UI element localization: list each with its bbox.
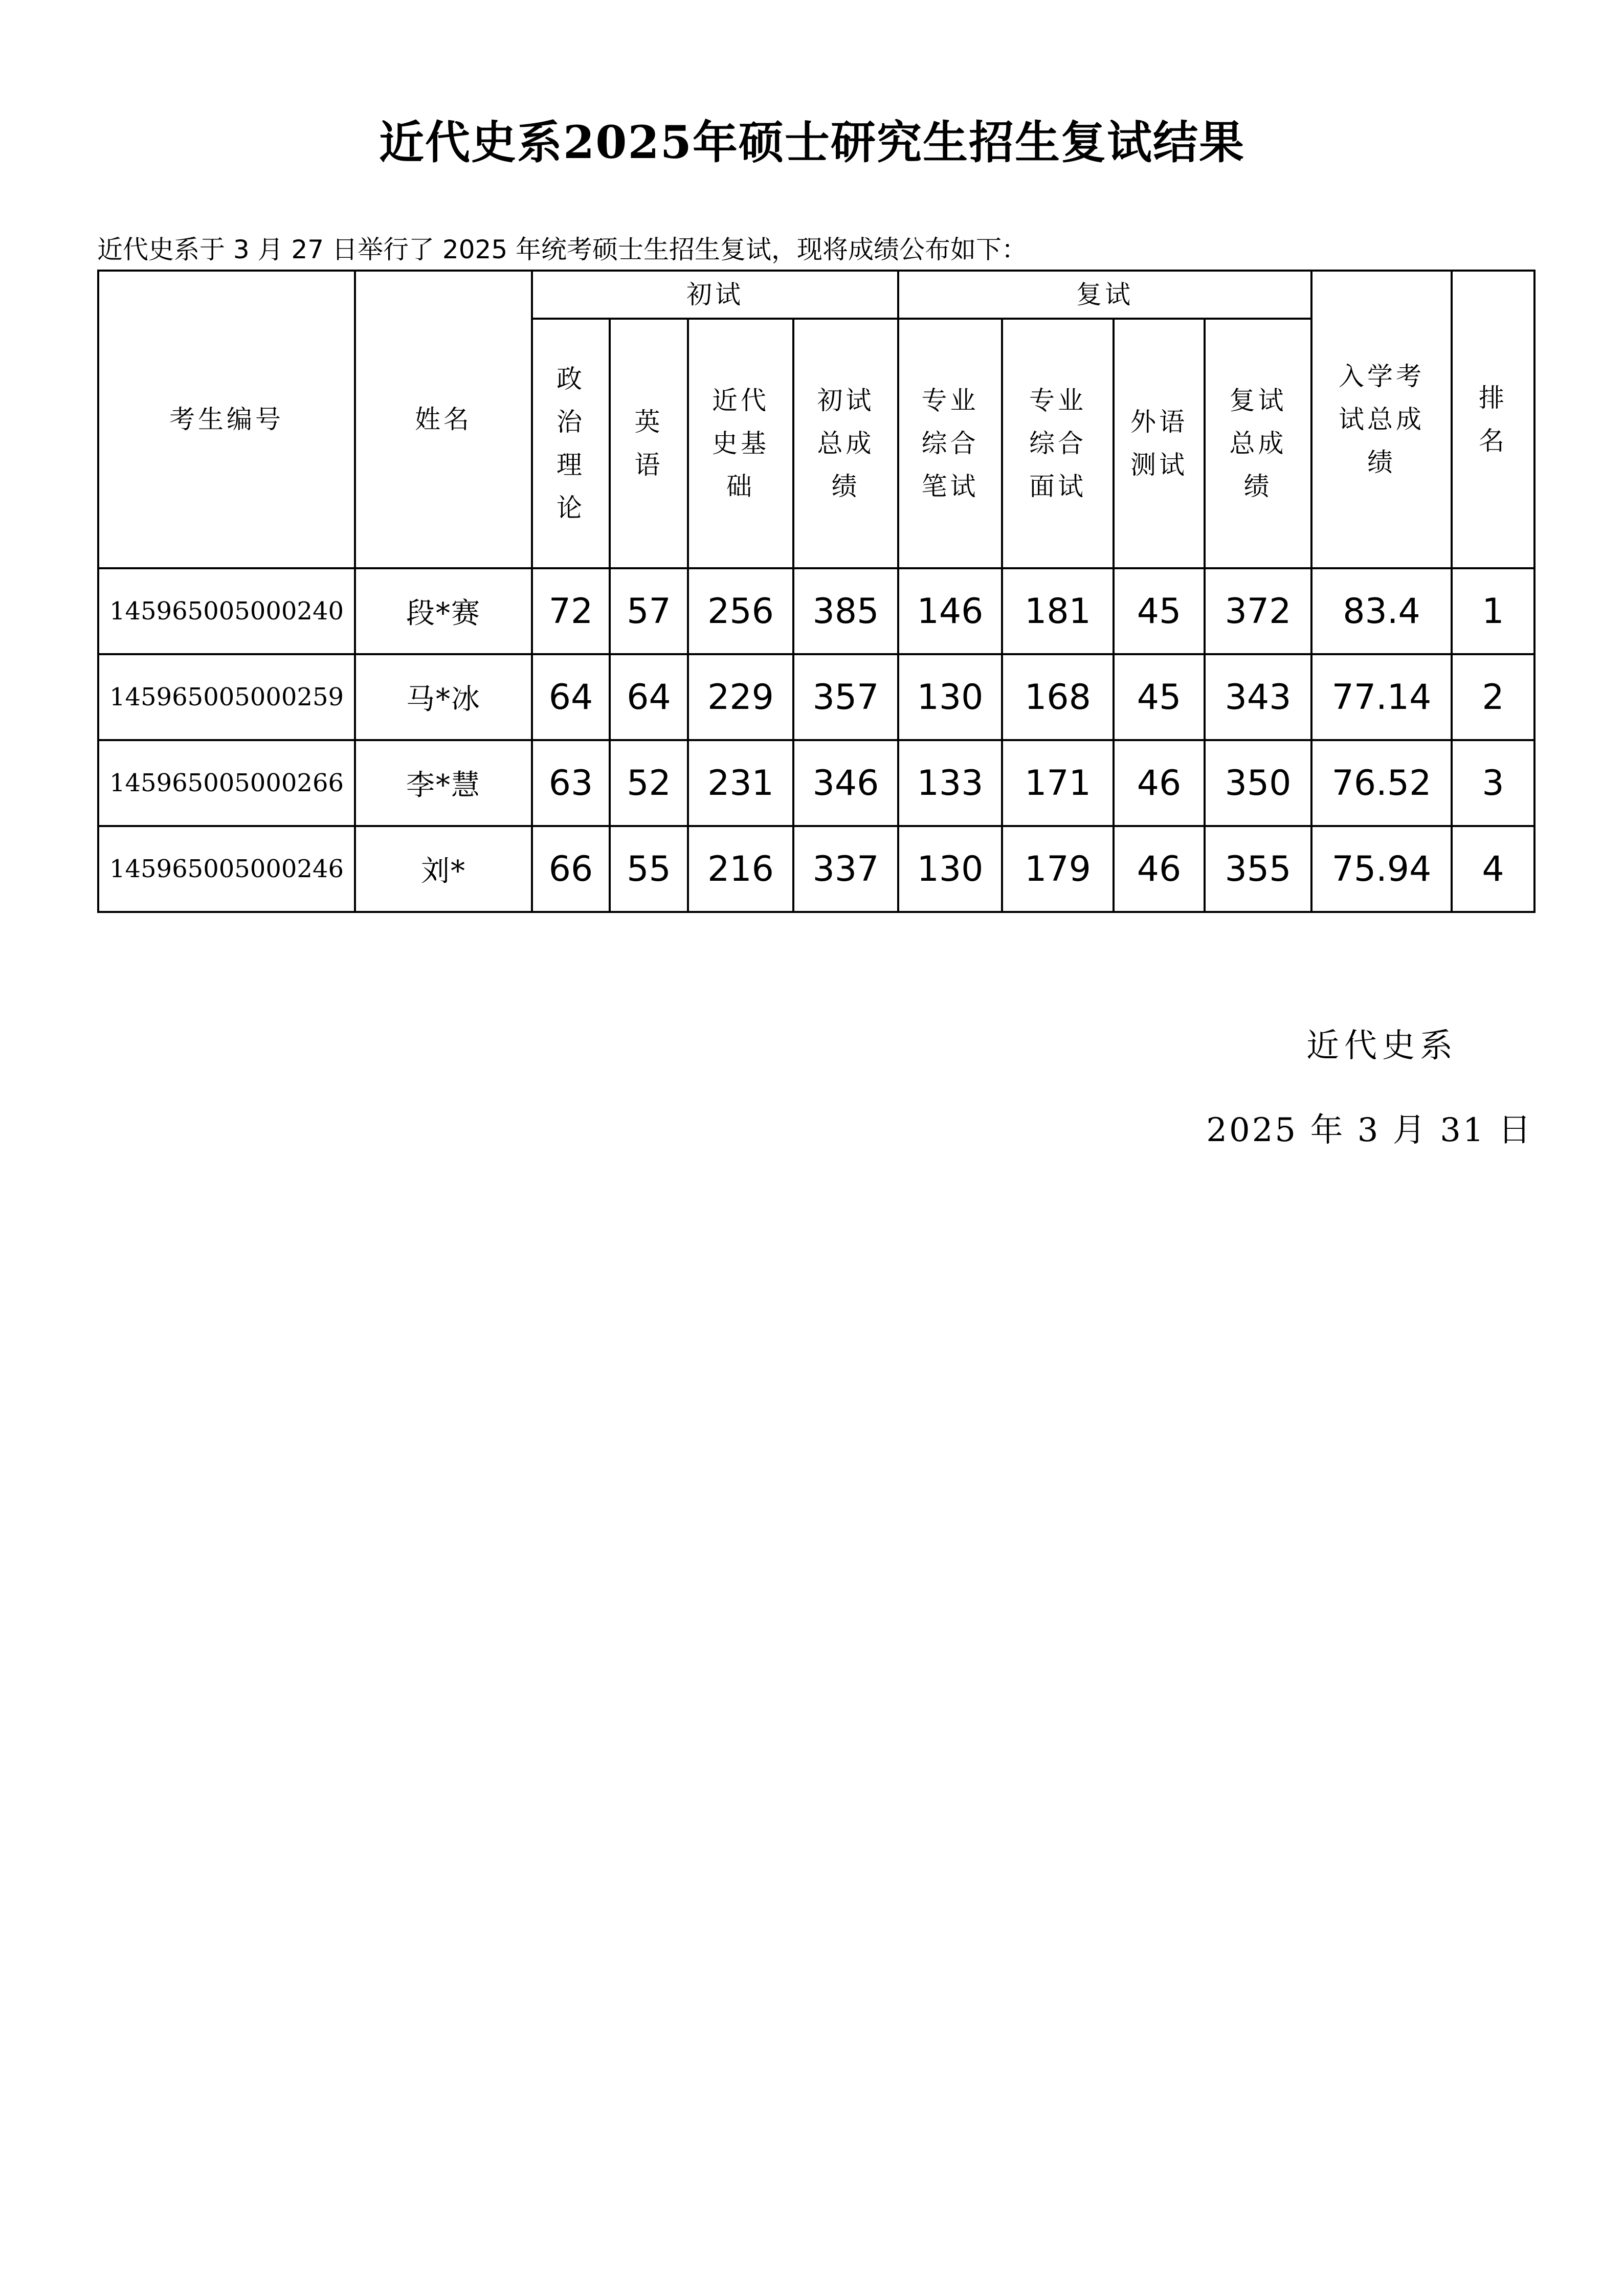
header-written-label: 专业 综合 笔试 (921, 386, 979, 501)
page-title: 近代史系2025年硕士研究生招生复试结果 (379, 116, 1245, 169)
cell-name: 段*赛 (355, 568, 532, 654)
cell-language-test: 46 (1114, 826, 1205, 912)
cell-language-test: 46 (1114, 740, 1205, 826)
cell-rank: 4 (1452, 826, 1534, 912)
cell-politics: 66 (532, 826, 610, 912)
cell-interview: 181 (1002, 568, 1114, 654)
signature: 近代史系 (1306, 1027, 1458, 1065)
cell-english: 55 (610, 826, 688, 912)
header-language-test-label: 外语 测试 (1130, 407, 1188, 480)
cell-modern-history: 256 (688, 568, 793, 654)
cell-name: 刘* (355, 826, 532, 912)
cell-politics: 63 (532, 740, 610, 826)
cell-prelim-total: 346 (793, 740, 898, 826)
header-modern-history-label: 近代 史基 础 (712, 386, 769, 501)
header-language-test (1114, 319, 1205, 568)
cell-rank: 1 (1452, 568, 1534, 654)
cell-rank: 3 (1452, 740, 1534, 826)
cell-politics: 64 (532, 654, 610, 740)
header-retest-total-label: 复试 总成 绩 (1229, 386, 1287, 501)
cell-retest-total: 355 (1205, 826, 1311, 912)
header-retest-total (1205, 319, 1311, 568)
cell-interview: 168 (1002, 654, 1114, 740)
header-modern-history (688, 319, 793, 568)
cell-name: 李*慧 (355, 740, 532, 826)
cell-english: 64 (610, 654, 688, 740)
cell-written: 146 (898, 568, 1002, 654)
header-rank-label: 排 名 (1479, 383, 1507, 456)
results-table (97, 270, 1536, 913)
cell-admission-total: 83.4 (1311, 568, 1452, 654)
cell-retest-total: 343 (1205, 654, 1311, 740)
header-prelim-total (793, 319, 898, 568)
header-group-preliminary: 初试 (532, 271, 898, 319)
header-interview (1002, 319, 1114, 568)
cell-language-test: 45 (1114, 568, 1205, 654)
cell-admission-total: 75.94 (1311, 826, 1452, 912)
intro-text: 近代史系于 3 月 27 日举行了 2025 年统考硕士生招生复试，现将成绩公布如下： (97, 235, 1028, 264)
cell-language-test: 45 (1114, 654, 1205, 740)
table-row (98, 654, 1534, 740)
cell-rank: 2 (1452, 654, 1534, 740)
header-politics-label: 政 治 理 论 (557, 364, 585, 523)
cell-modern-history: 229 (688, 654, 793, 740)
header-rank (1452, 271, 1534, 568)
header-row-groups (98, 271, 1534, 319)
header-politics (532, 319, 610, 568)
cell-retest-total: 372 (1205, 568, 1311, 654)
cell-prelim-total: 385 (793, 568, 898, 654)
header-candidate-id: 考生编号 (98, 271, 355, 568)
header-interview-label: 专业 综合 面试 (1029, 386, 1086, 501)
cell-english: 57 (610, 568, 688, 654)
table-row (98, 568, 1534, 654)
cell-prelim-total: 357 (793, 654, 898, 740)
cell-candidate-id: 145965005000259 (98, 654, 355, 740)
header-admission-total-label: 入学考 试总成 绩 (1339, 362, 1425, 477)
cell-politics: 72 (532, 568, 610, 654)
cell-candidate-id: 145965005000240 (98, 568, 355, 654)
issue-date: 2025 年 3 月 31 日 (1206, 1111, 1533, 1149)
cell-retest-total: 350 (1205, 740, 1311, 826)
cell-modern-history: 216 (688, 826, 793, 912)
cell-english: 52 (610, 740, 688, 826)
cell-written: 130 (898, 826, 1002, 912)
cell-interview: 171 (1002, 740, 1114, 826)
header-name: 姓名 (355, 271, 532, 568)
header-admission-total (1311, 271, 1452, 568)
table-row (98, 740, 1534, 826)
header-prelim-total-label: 初试 总成 绩 (817, 386, 875, 501)
cell-candidate-id: 145965005000266 (98, 740, 355, 826)
cell-admission-total: 76.52 (1311, 740, 1452, 826)
cell-prelim-total: 337 (793, 826, 898, 912)
cell-written: 130 (898, 654, 1002, 740)
cell-interview: 179 (1002, 826, 1114, 912)
cell-admission-total: 77.14 (1311, 654, 1452, 740)
cell-written: 133 (898, 740, 1002, 826)
header-group-retest: 复试 (898, 271, 1311, 319)
table-row (98, 826, 1534, 912)
header-english (610, 319, 688, 568)
cell-name: 马*冰 (355, 654, 532, 740)
cell-candidate-id: 145965005000246 (98, 826, 355, 912)
header-english-label: 英 语 (634, 407, 663, 480)
cell-modern-history: 231 (688, 740, 793, 826)
header-written (898, 319, 1002, 568)
